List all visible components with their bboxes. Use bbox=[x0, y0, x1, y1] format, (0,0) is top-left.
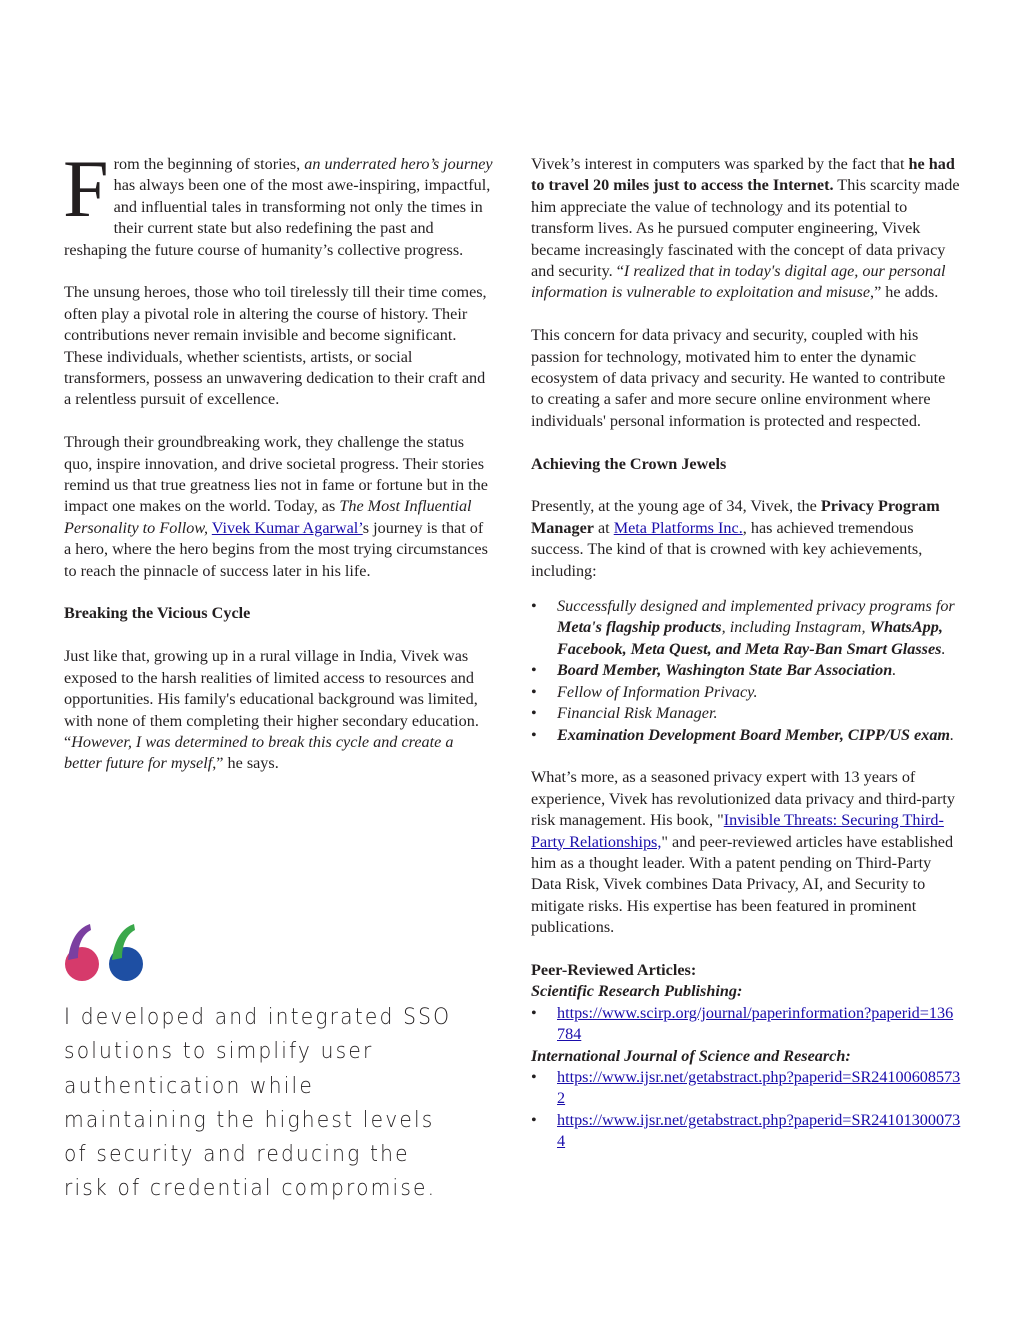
list-item bbox=[531, 703, 961, 724]
right-column bbox=[531, 154, 961, 1153]
interest-paragraph bbox=[531, 154, 961, 304]
intro-text-emphasis: an underrated hero’s journey bbox=[304, 155, 493, 173]
experience-text-a: What’s more, as a seasoned privacy expert with 13 years of experience, Vivek has revolutionized data privacy and third-party risk management. His book, " bbox=[531, 768, 955, 830]
bullet-icon: • bbox=[531, 1110, 537, 1129]
achievement-text: . bbox=[892, 661, 897, 680]
intro-text-b: has always been one of the most awe-inspiring, impactful, and influential tales in transforming not only the times in their current state but also redefining the past and reshaping the future course of humanity’s collective progress. bbox=[64, 176, 491, 259]
achievement-text: Financial Risk Manager. bbox=[557, 704, 718, 723]
section-heading-crown-jewels: Achieving the Crown Jewels bbox=[531, 454, 727, 473]
section-heading-vicious-cycle: Breaking the Vicious Cycle bbox=[64, 604, 251, 623]
experience-text-b: " and peer-reviewed articles have established him as a thought leader. With a patent pending on Third-Party Data Risk, Vivek combines Data Privacy, AI, and Security to mitigate risks. His expertise has been featured in prominent publications. bbox=[531, 832, 954, 937]
presently-text-a: Presently, at the young age of 34, Vivek, the bbox=[531, 497, 821, 516]
bullet-icon: • bbox=[531, 597, 537, 616]
article-link[interactable]: https://www.scirp.org/journal/paperinformation?paperid=136784 bbox=[557, 1003, 954, 1044]
interest-text-c: ,” he adds. bbox=[870, 283, 939, 302]
meta-platforms-link[interactable]: Meta Platforms Inc. bbox=[613, 518, 743, 537]
village-text-a: Just like that, growing up in a rural village in India, Vivek was exposed to the harsh realities of limited access to resources and opportunities. His family's educational background was limited, with none of them completing their higher secondary education. “ bbox=[64, 647, 479, 751]
articles-section bbox=[531, 960, 961, 1153]
list-item bbox=[531, 660, 961, 681]
interest-text-a: Vivek’s interest in computers was sparked by the fact that bbox=[531, 155, 909, 173]
concern-paragraph: This concern for data privacy and security, coupled with his passion for technology, motivated him to enter the dynamic ecosystem of data privacy and security. He wanted to contribute to creating a safer and more secure online environment where individuals' personal information is protected and respected. bbox=[531, 326, 946, 430]
interest-quote: I realized that in today's digital age, our personal information is vulnerable to exploitation and misuse bbox=[531, 262, 946, 302]
achievement-bold: Meta's flagship products bbox=[557, 618, 722, 637]
village-text-b: ,” he says. bbox=[212, 754, 279, 773]
achievement-bold: Board Member, Washington State Bar Association bbox=[557, 661, 893, 680]
experience-paragraph bbox=[531, 767, 961, 938]
unsung-heroes-paragraph: The unsung heroes, those who toil tirelessly till their time comes, often play a pivotal role in altering the course of history. Their contributions never remain invisible and become significant. These individuals, whether scientists, artists, or social transformers, possess an unwavering dedication to their craft and a relentless pursuit of excellence. bbox=[64, 283, 487, 409]
bullet-icon: • bbox=[531, 725, 537, 744]
intro-text-a: rom the beginning of stories, bbox=[113, 155, 305, 173]
village-quote: However, I was determined to break this cycle and create a better future for myself bbox=[64, 732, 454, 773]
publisher-name: International Journal of Science and Research: bbox=[531, 1046, 851, 1065]
presently-text-b: , has achieved tremendous success. The kind of that is crowned with key achievements, including: bbox=[531, 518, 923, 580]
groundbreaking-paragraph bbox=[64, 432, 494, 582]
list-item bbox=[531, 1003, 961, 1046]
presently-paragraph bbox=[531, 496, 961, 582]
article-link[interactable]: https://www.ijsr.net/getabstract.php?paperid=SR241006085732 bbox=[557, 1067, 961, 1108]
presently-at: at bbox=[593, 518, 614, 537]
article-link[interactable]: https://www.ijsr.net/getabstract.php?paperid=SR241013000734 bbox=[557, 1110, 961, 1151]
article-links bbox=[531, 1067, 961, 1153]
interest-text-b: This scarcity made him appreciate the value of technology and its potential to transform lives. As he pursued computer engineering, Vivek became increasingly fascinated with the concept of data privacy and security. “ bbox=[531, 176, 960, 281]
drop-cap: F bbox=[63, 143, 109, 234]
list-item bbox=[531, 1067, 961, 1110]
list-item bbox=[531, 725, 961, 746]
list-item bbox=[531, 1110, 961, 1153]
article-links bbox=[531, 1003, 961, 1046]
achievement-text: . bbox=[941, 639, 946, 658]
achievements-list bbox=[531, 596, 961, 746]
articles-title: Peer-Reviewed Articles: bbox=[531, 960, 697, 979]
pull-quote: I developed and integrated SSO solutions to simplify user authentication while maintaining the highest levels of security and reducing the risk of credential compromise. bbox=[64, 1004, 452, 1202]
publisher-name: Scientific Research Publishing: bbox=[531, 982, 743, 1001]
bullet-icon: • bbox=[531, 1067, 537, 1086]
influential-title: The Most Influential Personality to Follow, bbox=[64, 497, 472, 537]
interest-bold: he had to travel 20 miles just to access the Internet. bbox=[531, 155, 955, 195]
groundbreaking-text-b: s journey is that of a hero, where the hero begins from the most trying circumstances to reach the pinnacle of success later in his life. bbox=[64, 518, 488, 580]
intro-paragraph bbox=[63, 143, 494, 261]
list-item bbox=[531, 596, 961, 660]
left-column bbox=[63, 143, 494, 796]
achievement-text: Fellow of Information Privacy. bbox=[557, 682, 758, 701]
vivek-profile-link[interactable]: Vivek Kumar Agarwal’ bbox=[211, 518, 363, 537]
book-link[interactable]: Invisible Threats: Securing Third-Party Relationships, bbox=[531, 811, 944, 851]
bullet-icon: • bbox=[531, 661, 537, 680]
achievement-text: Successfully designed and implemented privacy programs for bbox=[557, 597, 955, 616]
groundbreaking-text-a: Through their groundbreaking work, they challenge the status quo, inspire innovation, and drive societal progress. Their stories remind us that true greatness lies not in fame or fortune but in the impact one makes on the world. Today, as bbox=[64, 433, 488, 516]
quotation-mark-icon bbox=[64, 918, 146, 984]
village-paragraph bbox=[64, 646, 494, 774]
achievement-bold: WhatsApp, Facebook, Meta Quest, and Meta Ray-Ban Smart Glasses bbox=[557, 618, 943, 658]
achievement-text: . bbox=[950, 725, 955, 744]
bullet-icon: • bbox=[531, 704, 537, 723]
job-title: Privacy Program Manager bbox=[531, 497, 940, 537]
achievement-text: , including Instagram, bbox=[721, 618, 870, 637]
bullet-icon: • bbox=[531, 1003, 537, 1022]
achievement-bold: Examination Development Board Member, CIPP/US exam bbox=[557, 725, 951, 744]
list-item bbox=[531, 682, 961, 703]
bullet-icon: • bbox=[531, 682, 537, 701]
